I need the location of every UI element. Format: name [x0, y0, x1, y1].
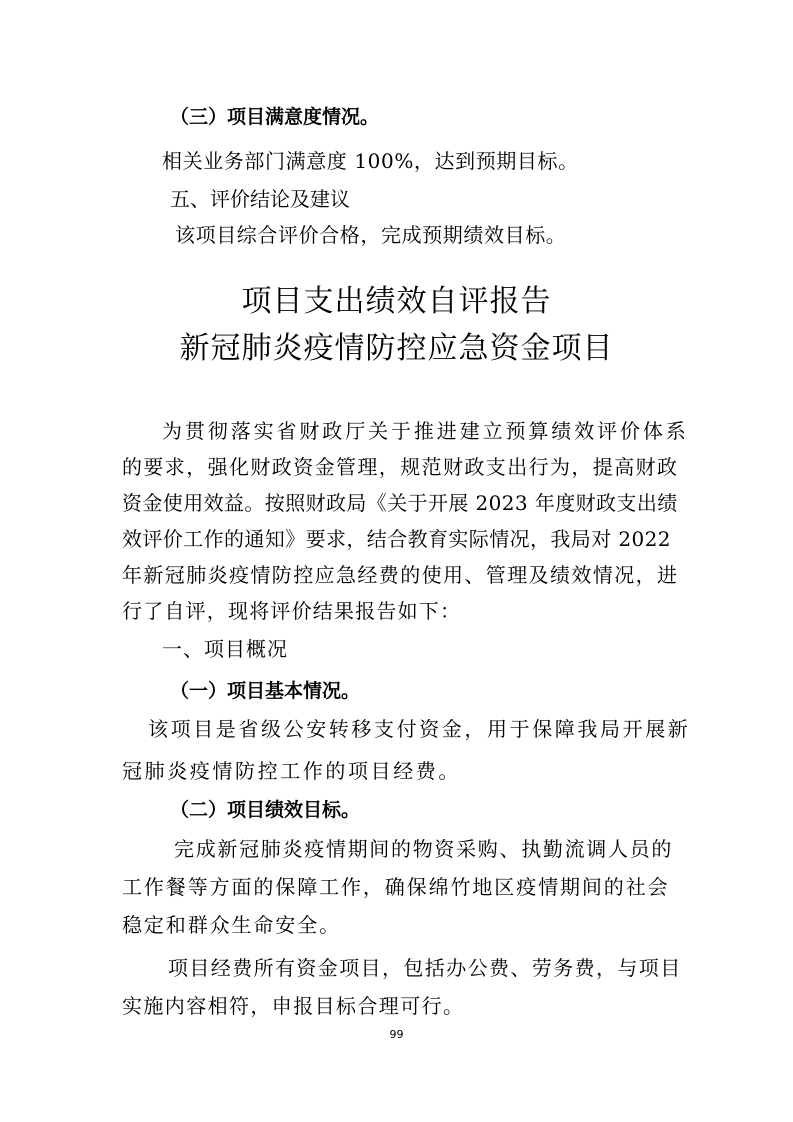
report-subtitle: 新冠肺炎疫情防控应急资金项目 — [179, 331, 614, 366]
basic-info-line: 该项目是省级公安转移支付资金，用于保障我局开展新 — [148, 717, 691, 741]
page-number: 99 — [389, 1028, 404, 1041]
intro-line: 的要求，强化财政资金管理，规范财政支出行为，提高财政 — [122, 455, 679, 479]
goal-line: 稳定和群众生命安全。 — [122, 913, 341, 937]
intro-line: 效评价工作的通知》要求，结合教育实际情况，我局对 2022 — [122, 527, 671, 551]
intro-line: 为贯彻落实省财政厅关于推进建立预算绩效评价体系 — [162, 419, 689, 443]
basic-info-line: 冠肺炎疫情防控工作的项目经费。 — [122, 759, 461, 783]
report-title: 项目支出绩效自评报告 — [241, 284, 552, 319]
satisfaction-text: 相关业务部门满意度 100%，达到预期目标。 — [162, 149, 579, 173]
satisfaction-heading: （三）项目满意度情况。 — [170, 106, 380, 128]
goal-line: 完成新冠肺炎疫情期间的物资采购、执勤流调人员的 — [174, 837, 674, 861]
overview-heading: 一、项目概况 — [162, 637, 288, 661]
conclusion-heading: 五、评价结论及建议 — [170, 187, 350, 211]
intro-line: 行了自评，现将评价结果报告如下： — [122, 599, 462, 623]
basic-info-heading: （一）项目基本情况。 — [170, 680, 361, 702]
goal-line: 工作餐等方面的保障工作，确保绵竹地区疫情期间的社会 — [122, 875, 670, 899]
funds-line: 实施内容相符，申报目标合理可行。 — [122, 994, 465, 1018]
funds-line: 项目经费所有资金项目，包括办公费、劳务费，与项目 — [168, 956, 682, 980]
intro-line: 资金使用效益。按照财政局《关于开展 2023 年度财政支出绩 — [122, 491, 678, 515]
intro-line: 年新冠肺炎疫情防控应急经费的使用、管理及绩效情况，进 — [122, 563, 679, 587]
conclusion-text: 该项目综合评价合格，完成预期绩效目标。 — [175, 223, 567, 247]
goal-heading: （二）项目绩效目标。 — [170, 799, 361, 821]
